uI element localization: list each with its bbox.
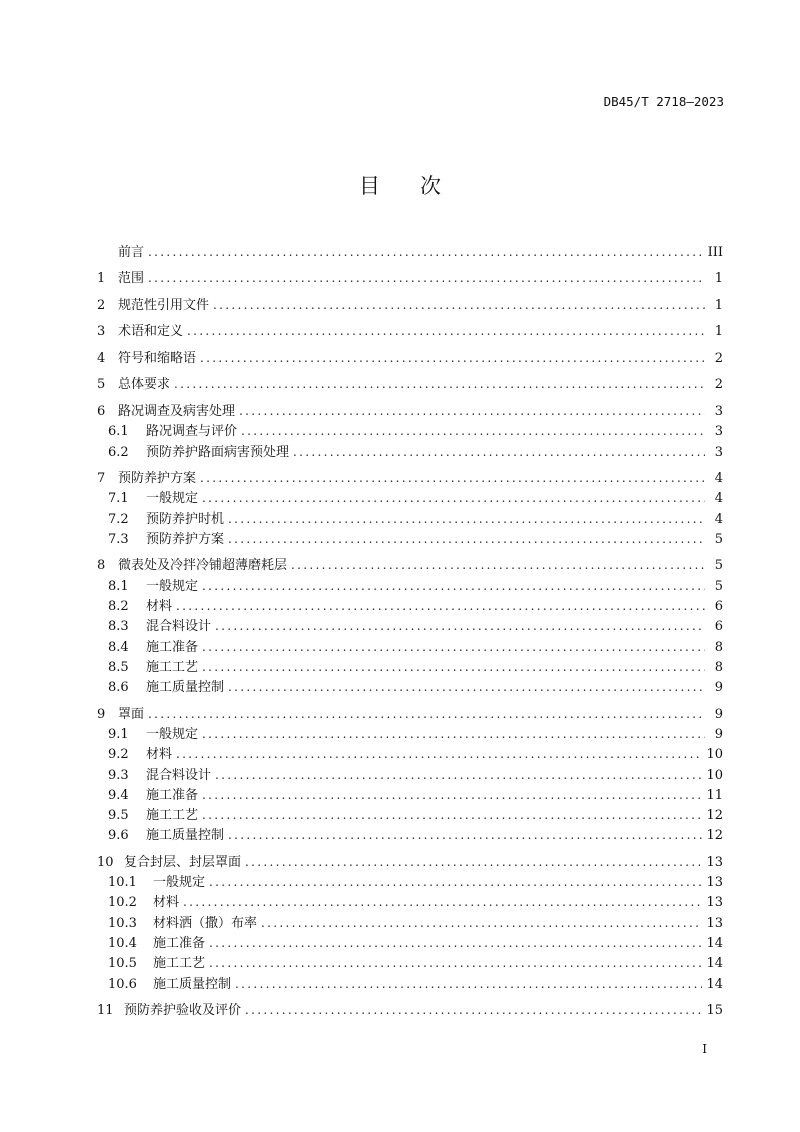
dot-leader: [148, 242, 704, 262]
dot-leader: [202, 724, 705, 744]
toc-entry-page: 4: [714, 470, 723, 486]
toc-entry-label: 一般规定: [146, 578, 199, 594]
toc-entry-number: 8.6: [108, 680, 129, 696]
toc-entry-page: 3: [714, 444, 723, 460]
toc-entry-number: 9.3: [108, 767, 129, 783]
dot-leader: [148, 268, 705, 288]
toc-entry[interactable]: [97, 657, 723, 677]
toc-entry-number: 10.4: [108, 936, 137, 952]
toc-entry[interactable]: [97, 616, 723, 636]
toc-entry-number: 2: [97, 297, 106, 313]
dot-leader: [202, 637, 705, 657]
dot-leader: [228, 825, 702, 845]
toc-entry[interactable]: [97, 596, 723, 616]
toc-entry[interactable]: [97, 1000, 723, 1020]
toc-entry-number: 10: [97, 854, 114, 870]
toc-entry[interactable]: [97, 677, 723, 697]
toc-entry-page: 10: [706, 747, 723, 763]
toc-entry-label: 路况调查与评价: [146, 424, 238, 440]
toc-entry-label: 复合封层、封层罩面: [124, 854, 242, 870]
page-number: I: [702, 1042, 707, 1056]
toc-entry-number: 8.1: [108, 578, 129, 594]
dot-leader: [187, 321, 705, 341]
toc-entry-page: 14: [706, 956, 723, 972]
toc-entry-label: 微表处及冷拌冷铺超薄磨耗层: [118, 558, 288, 574]
toc-entry-number: 7.3: [108, 531, 129, 547]
toc-entry[interactable]: [97, 953, 723, 973]
toc-entry-number: 9.1: [108, 726, 129, 742]
toc-entry-page: 6: [714, 619, 723, 635]
toc-entry[interactable]: [97, 637, 723, 657]
toc-entry[interactable]: [97, 242, 723, 262]
toc-entry-label: 施工工艺: [146, 808, 199, 824]
toc-entry-number: 10.3: [108, 915, 137, 931]
toc-entry-label: 一般规定: [153, 875, 206, 891]
toc-entry-label: 罩面: [118, 706, 145, 722]
toc-entry[interactable]: [97, 892, 723, 912]
toc-entry[interactable]: [97, 321, 723, 341]
toc-entry[interactable]: [97, 765, 723, 785]
toc-entry-page: 4: [714, 511, 723, 527]
dot-leader: [245, 1000, 702, 1020]
toc-entry-label: 材料: [146, 747, 173, 763]
toc-entry-label: 预防养护方案: [146, 531, 225, 547]
toc-entry-page: 12: [706, 808, 723, 824]
toc-entry[interactable]: [97, 825, 723, 845]
dot-leader: [228, 529, 705, 549]
dot-leader: [176, 744, 702, 764]
toc-entry-page: 5: [714, 578, 723, 594]
dot-leader: [202, 785, 702, 805]
toc-entry[interactable]: [97, 724, 723, 744]
toc-entry-label: 施工工艺: [146, 659, 199, 675]
dot-leader: [291, 555, 705, 575]
toc-entry-label: 路况调查及病害处理: [118, 403, 236, 419]
toc-entry-number: 10.6: [108, 976, 137, 992]
toc-entry-page: 1: [714, 297, 723, 313]
toc-entry[interactable]: [97, 268, 723, 288]
dot-leader: [209, 872, 702, 892]
toc-entry-number: 1: [97, 271, 106, 287]
toc-entry-label: 材料: [153, 895, 180, 911]
toc-entry-page: 2: [714, 377, 723, 393]
toc-entry-label: 施工准备: [153, 936, 206, 952]
dot-leader: [228, 677, 705, 697]
toc-entry[interactable]: [97, 785, 723, 805]
toc-entry-number: 9.6: [108, 828, 129, 844]
dot-leader: [202, 805, 702, 825]
toc-entry-label: 施工准备: [146, 639, 199, 655]
toc-entry-page: 13: [706, 915, 723, 931]
toc-entry-page: 11: [706, 787, 723, 803]
toc-entry[interactable]: [97, 509, 723, 529]
toc-entry-label: 混合料设计: [146, 619, 212, 635]
toc-entry-page: III: [707, 245, 723, 260]
toc-entry-label: 施工质量控制: [146, 680, 225, 696]
toc-entry-label: 预防养护路面病害预处理: [146, 444, 290, 460]
toc-entry-label: 材料: [146, 598, 173, 614]
toc-entry-page: 14: [706, 936, 723, 952]
dot-leader: [200, 348, 705, 368]
dot-leader: [200, 468, 705, 488]
toc-entry-label: 施工质量控制: [146, 828, 225, 844]
toc-entry-page: 3: [714, 403, 723, 419]
toc-entry-page: 6: [714, 598, 723, 614]
toc-entry-label: 施工质量控制: [153, 976, 232, 992]
toc-entry-label: 一般规定: [146, 726, 199, 742]
toc-entry-number: 7.1: [108, 491, 129, 507]
dot-leader: [215, 765, 702, 785]
toc-entry-page: 2: [714, 350, 723, 366]
page-title: 目次: [359, 174, 481, 198]
toc-entry-page: 3: [714, 424, 723, 440]
dot-leader: [209, 953, 702, 973]
toc-entry-number: 5: [97, 377, 106, 393]
toc-entry-number: 10.2: [108, 895, 137, 911]
dot-leader: [202, 576, 705, 596]
toc-entry-number: 10.1: [108, 875, 137, 891]
toc-entry-page: 5: [714, 531, 723, 547]
toc-entry-label: 施工工艺: [153, 956, 206, 972]
dot-leader: [215, 616, 705, 636]
toc-entry[interactable]: [97, 468, 723, 488]
toc-entry[interactable]: [97, 974, 723, 994]
dot-leader: [235, 974, 702, 994]
dot-leader: [174, 374, 705, 394]
toc-entry-number: 10.5: [108, 956, 137, 972]
toc-entry[interactable]: [97, 374, 723, 394]
toc-entry-label: 预防养护方案: [118, 470, 197, 486]
toc-entry-label: 规范性引用文件: [118, 297, 210, 313]
toc-entry[interactable]: [97, 704, 723, 724]
dot-leader: [241, 421, 705, 441]
toc-entry[interactable]: [97, 805, 723, 825]
toc-entry-page: 12: [706, 828, 723, 844]
dot-leader: [239, 401, 705, 421]
toc-entry-label: 预防养护验收及评价: [124, 1003, 242, 1019]
toc-entry[interactable]: [97, 852, 723, 872]
toc-entry-label: 材料洒（撒）布率: [153, 915, 258, 931]
toc-entry[interactable]: [97, 872, 723, 892]
toc-entry-number: 8.3: [108, 619, 129, 635]
toc-entry-number: 9.2: [108, 747, 129, 763]
toc-entry-label: 混合料设计: [146, 767, 212, 783]
toc-entry-number: 9: [97, 706, 106, 722]
toc-entry-number: 7.2: [108, 511, 129, 527]
toc-entry-label: 一般规定: [146, 491, 199, 507]
toc-entry-page: 14: [706, 976, 723, 992]
toc-entry-number: 6.1: [108, 424, 129, 440]
toc-entry[interactable]: [97, 529, 723, 549]
toc-entry-number: 3: [97, 324, 106, 340]
toc-entry[interactable]: [97, 348, 723, 368]
toc-entry-page: 13: [706, 895, 723, 911]
toc-entry-label: 符号和缩略语: [118, 350, 197, 366]
toc-entry-page: 1: [714, 324, 723, 340]
toc-entry[interactable]: [97, 555, 723, 575]
toc-entry-page: 9: [714, 680, 723, 696]
toc-entry-page: 8: [714, 659, 723, 675]
dot-leader: [176, 596, 705, 616]
toc-entry-label: 施工准备: [146, 787, 199, 803]
toc-entry-label: 预防养护时机: [146, 511, 225, 527]
toc-entry-page: 9: [714, 706, 723, 722]
dot-leader: [183, 892, 702, 912]
toc-entry[interactable]: [97, 401, 723, 421]
toc-entry-number: 7: [97, 470, 106, 486]
toc-entry-label: 术语和定义: [118, 324, 184, 340]
dot-leader: [293, 442, 705, 462]
toc-entry-page: 5: [714, 558, 723, 574]
toc-entry-number: 11: [97, 1003, 114, 1019]
toc-entry-number: 4: [97, 350, 106, 366]
toc-entry-number: 6.2: [108, 444, 129, 460]
table-of-contents: [97, 242, 723, 1020]
toc-entry[interactable]: [97, 421, 723, 441]
dot-leader: [202, 657, 705, 677]
toc-entry-number: 8.4: [108, 639, 129, 655]
toc-entry-label: 前言: [118, 245, 145, 260]
toc-entry-number: 8.2: [108, 598, 129, 614]
toc-entry[interactable]: [97, 576, 723, 596]
toc-entry[interactable]: [97, 442, 723, 462]
toc-entry[interactable]: [97, 913, 723, 933]
toc-entry-label: 范围: [118, 271, 145, 287]
toc-entry[interactable]: [97, 488, 723, 508]
toc-entry[interactable]: [97, 295, 723, 315]
document-number: DB45/T 2718—2023: [603, 94, 724, 109]
dot-leader: [228, 509, 705, 529]
toc-entry-page: 10: [706, 767, 723, 783]
toc-entry-page: 8: [714, 639, 723, 655]
toc-entry-page: 9: [714, 726, 723, 742]
toc-entry[interactable]: [97, 744, 723, 764]
dot-leader: [202, 488, 705, 508]
dot-leader: [209, 933, 702, 953]
dot-leader: [261, 913, 702, 933]
toc-entry-number: 9.5: [108, 808, 129, 824]
toc-entry-page: 4: [714, 491, 723, 507]
toc-entry-number: 8: [97, 558, 106, 574]
toc-entry-page: 13: [706, 875, 723, 891]
toc-entry-label: 总体要求: [118, 377, 171, 393]
dot-leader: [213, 295, 705, 315]
toc-entry-number: 6: [97, 403, 106, 419]
toc-entry[interactable]: [97, 933, 723, 953]
toc-entry-page: 15: [706, 1003, 723, 1019]
dot-leader: [245, 852, 702, 872]
dot-leader: [148, 704, 705, 724]
toc-entry-number: 8.5: [108, 659, 129, 675]
toc-entry-page: 1: [714, 271, 723, 287]
toc-entry-number: 9.4: [108, 787, 129, 803]
toc-entry-page: 13: [706, 854, 723, 870]
